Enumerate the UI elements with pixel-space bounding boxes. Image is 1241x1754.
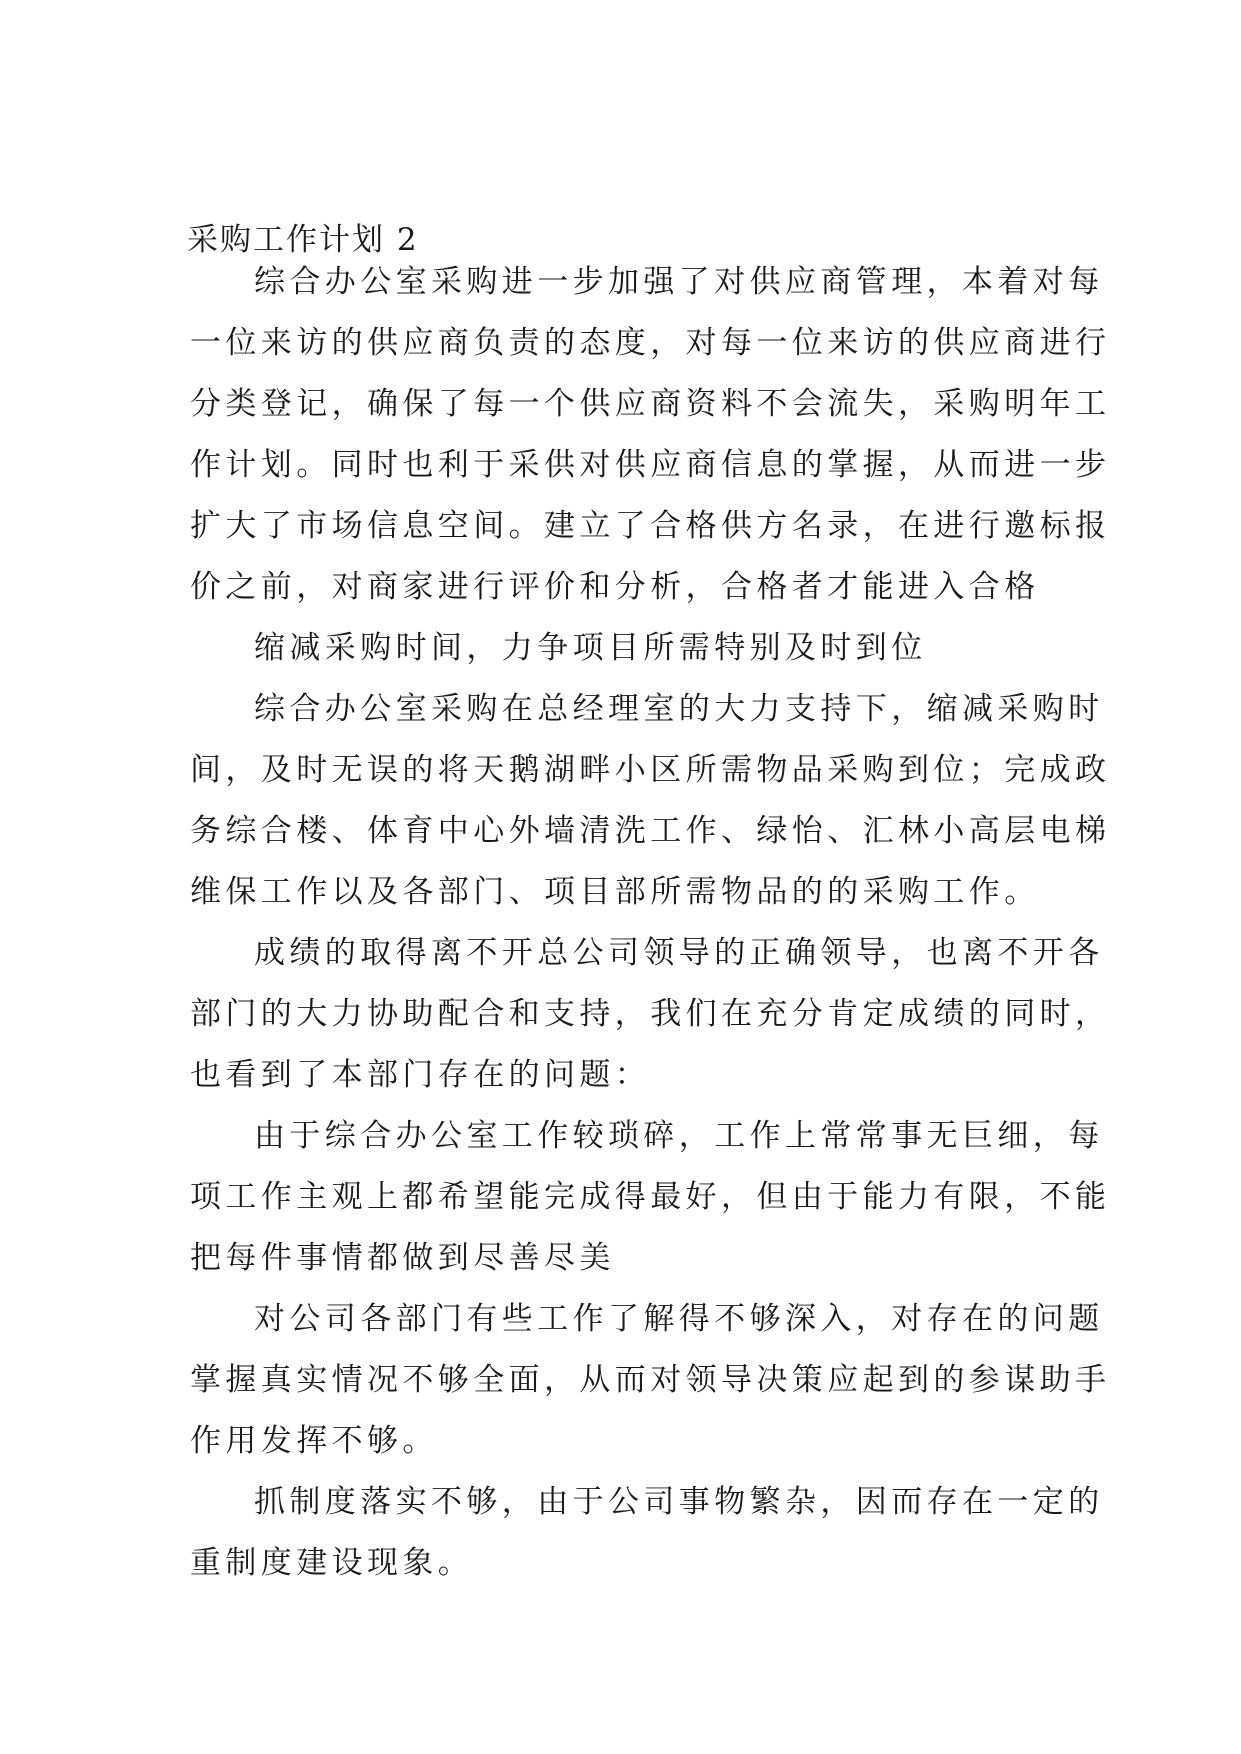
text-line: 综合办公室采购在总经理室的大力支持下，缩减采购时 — [254, 691, 1104, 727]
paragraph — [190, 1472, 1104, 1594]
text-line: 掌握真实情况不够全面，从而对领导决策应起到的参谋助手 — [190, 1362, 1111, 1398]
text-line: 务综合楼、体育中心外墙清洗工作、绿怡、汇林小高层电梯 — [190, 813, 1111, 849]
text-line: 对公司各部门有些工作了解得不够深入，对存在的问题 — [254, 1301, 1104, 1337]
text-line: 综合办公室采购进一步加强了对供应商管理，本着对每 — [254, 264, 1104, 300]
text-line: 扩大了市场信息空间。建立了合格供方名录，在进行邀标报 — [190, 508, 1111, 544]
text-line: 部门的大力协助配合和支持，我们在充分肯定成绩的同时， — [190, 996, 1111, 1032]
text-line: 也看到了本部门存在的问题： — [190, 1057, 651, 1093]
paragraph — [190, 679, 1111, 923]
document-title: 采购工作计划 2 — [187, 222, 419, 258]
text-line: 间，及时无误的将天鹅湖畔小区所需物品采购到位；完成政 — [190, 752, 1111, 788]
text-line: 分类登记，确保了每一个供应商资料不会流失，采购明年工 — [190, 386, 1111, 422]
text-line: 抓制度落实不够，由于公司事物繁杂，因而存在一定的 — [254, 1484, 1104, 1520]
paragraph — [190, 1106, 1111, 1289]
text-line: 作计划。同时也利于采供对供应商信息的掌握，从而进一步 — [190, 447, 1111, 483]
text-line: 缩减采购时间，力争项目所需特别及时到位 — [254, 630, 927, 666]
text-line: 项工作主观上都希望能完成得最好，但由于能力有限，不能 — [190, 1179, 1111, 1215]
text-line: 成绩的取得离不开总公司领导的正确领导，也离不开各 — [254, 935, 1104, 971]
text-line: 作用发挥不够。 — [190, 1423, 438, 1459]
text-line: 把每件事情都做到尽善尽美 — [190, 1240, 615, 1276]
text-line: 由于综合办公室工作较琐碎，工作上常常事无巨细，每 — [254, 1118, 1104, 1154]
paragraph — [190, 923, 1111, 1106]
document-body — [190, 252, 1111, 1594]
paragraph — [190, 252, 1111, 618]
paragraph — [190, 618, 1070, 679]
text-line: 价之前，对商家进行评价和分析，合格者才能进入合格 — [190, 569, 1040, 605]
text-line: 重制度建设现象。 — [190, 1545, 474, 1581]
paragraph — [190, 1289, 1111, 1472]
text-line: 维保工作以及各部门、项目部所需物品的的采购工作。 — [190, 874, 1040, 910]
text-line: 一位来访的供应商负责的态度，对每一位来访的供应商进行 — [190, 325, 1111, 361]
